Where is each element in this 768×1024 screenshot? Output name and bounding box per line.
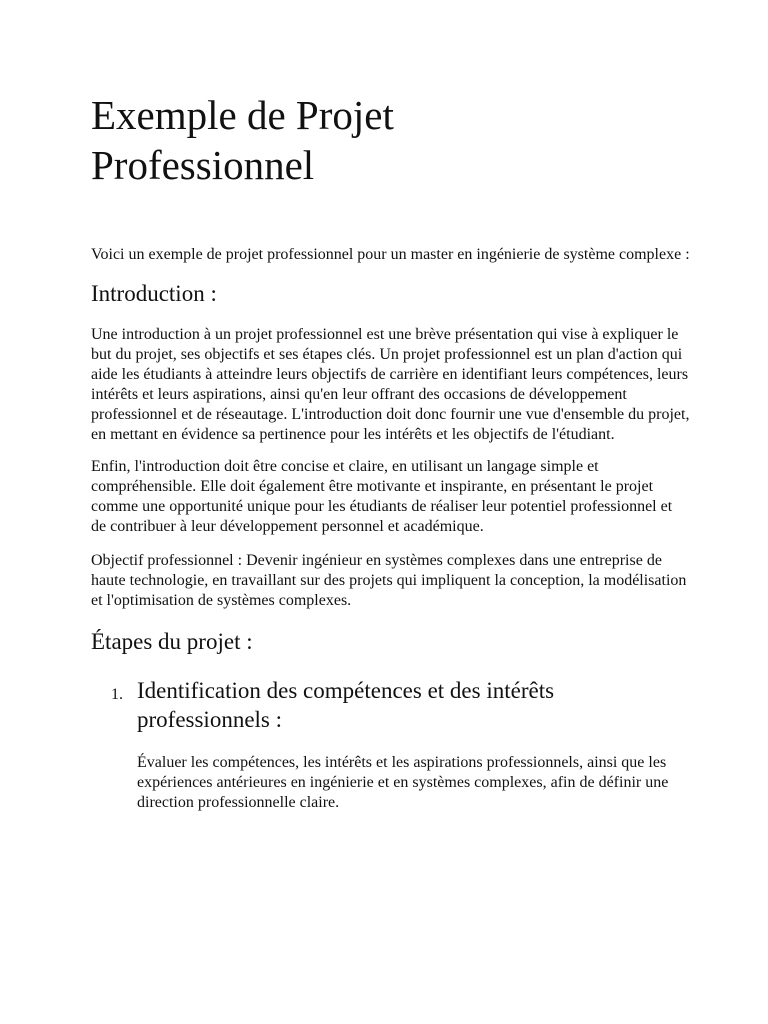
step-title xyxy=(137,676,691,734)
document-page xyxy=(91,90,691,813)
introduction-heading: Introduction : xyxy=(91,281,217,306)
etapes-heading: Étapes du projet : xyxy=(91,629,253,654)
step-description: Évaluer les compétences, les intérêts et les aspirations professionnels, ainsi que les expériences antérieures en ingénierie et en systèmes complexes, afin de définir une direction professionnelle claire. xyxy=(137,754,669,811)
step-number: 1. xyxy=(111,686,123,703)
document-title xyxy=(91,90,691,190)
step-item xyxy=(91,676,691,813)
document-title-line-1: Exemple de Projet xyxy=(91,92,394,138)
step-title-line-2: professionnels : xyxy=(137,707,283,732)
introduction-paragraph-2: Enfin, l'introduction doit être concise et claire, en utilisant un langage simple et compréhensible. Elle doit également être motivante et inspirante, en présentant le projet comme une opportunité unique pour les étudiants de réaliser leur potentiel professionnel et de contribuer à leur développement personnel et académique. xyxy=(91,458,673,535)
introduction-paragraph-1: Une introduction à un projet professionnel est une brève présentation qui vise à expliquer le but du projet, ses objectifs et ses étapes clés. Un projet professionnel est un plan d'action qui aide les étudiants à atteindre leurs objectifs de carrière en identifiant leurs compétences, leurs intérêts et leurs aspirations, ainsi qu'en leur offrant des occasions de développement professionnel et de réseautage. L'introduction doit donc fournir une vue d'ensemble du projet, en mettant en évidence sa pertinence pour les intérêts et les objectifs de l'étudiant. xyxy=(91,326,690,443)
objectif-paragraph: Objectif professionnel : Devenir ingénieur en systèmes complexes dans une entreprise de haute technologie, en travaillant sur des projets qui impliquent la conception, la modélisation et l'optimisation de systèmes complexes. xyxy=(91,552,687,609)
step-title-line-1: Identification des compétences et des intérêts xyxy=(137,678,555,703)
document-title-line-2: Professionnel xyxy=(91,142,315,188)
intro-sentence: Voici un exemple de projet professionnel pour un master en ingénierie de système complexe : xyxy=(91,246,690,263)
